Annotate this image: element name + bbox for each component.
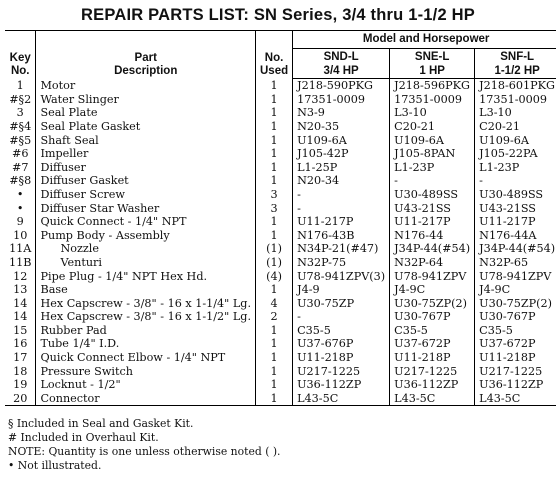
- snf-part-cell: 17351-0009: [479, 92, 547, 106]
- qty-used-cell: 1: [256, 215, 293, 229]
- snf-part-cell: J218-601PKG: [479, 79, 555, 93]
- sne-part-cell: U37-672P: [390, 337, 475, 351]
- table-row: [5, 365, 556, 379]
- footnotes: [8, 417, 281, 473]
- no-used-header: No. Used: [256, 31, 293, 79]
- part-description-cell: Rubber Pad: [36, 324, 256, 338]
- snf-part-cell: U30-489SS: [479, 187, 544, 201]
- snd-part-cell: U11-218P: [293, 351, 390, 365]
- snd-part-cell: L1-25P: [293, 161, 390, 175]
- snd-part-cell: -: [293, 310, 390, 324]
- sne-part-cell: C35-5: [390, 324, 475, 338]
- snf-part-cell: N32P-65: [479, 255, 529, 269]
- footnote-quantity: NOTE: Quantity is one unless otherwise noted ( ).: [8, 445, 281, 458]
- sne-part-cell: L3-10: [390, 106, 475, 120]
- key-no-cell: 19: [5, 378, 36, 392]
- table-row: [5, 147, 556, 161]
- qty-used-cell: 1: [256, 134, 293, 148]
- table-row: [5, 229, 556, 243]
- snf-part-cell: U217-1225: [479, 364, 543, 378]
- snd-part-cell: U78-941ZPV(3): [293, 270, 390, 284]
- key-no-cell: #§2: [5, 93, 36, 107]
- key-no-cell: 15: [5, 324, 36, 338]
- key-no-cell: 20: [5, 392, 36, 406]
- key-no-cell: 1: [5, 79, 36, 93]
- snd-part-cell: N32P-75: [293, 256, 390, 270]
- snd-part-cell: N34P-21(#47): [293, 242, 390, 256]
- qty-used-cell: 1: [256, 147, 293, 161]
- part-description-cell: Diffuser Gasket: [36, 174, 256, 188]
- key-no-cell: 3: [5, 106, 36, 120]
- qty-used-cell: 4: [256, 297, 293, 311]
- key-no-header: Key No.: [5, 31, 36, 79]
- key-no-cell: 9: [5, 215, 36, 229]
- qty-used-cell: 1: [256, 324, 293, 338]
- key-no-cell: 14: [5, 310, 36, 324]
- part-description-cell: Seal Plate Gasket: [36, 120, 256, 134]
- part-description-cell: Quick Connect - 1/4" NPT: [36, 215, 256, 229]
- sne-part-cell: U30-75ZP(2): [390, 297, 475, 311]
- footnote-seal-kit: § Included in Seal and Gasket Kit.: [8, 417, 194, 430]
- snd-part-cell: U36-112ZP: [293, 378, 390, 392]
- sne-part-cell: N176-44: [390, 229, 475, 243]
- sne-part-cell: J34P-44(#54): [390, 242, 475, 256]
- qty-used-cell: 3: [256, 202, 293, 216]
- footnote-overhaul-kit: # Included in Overhaul Kit.: [8, 431, 159, 444]
- part-description-cell: Venturi: [36, 256, 256, 270]
- snf-part-cell: U30-767P: [479, 310, 536, 324]
- snf-part-cell: C35-5: [479, 323, 513, 337]
- part-description-cell: Water Slinger: [36, 93, 256, 107]
- page-title: REPAIR PARTS LIST: SN Series, 3/4 thru 1-1/2 HP: [81, 6, 475, 24]
- qty-used-cell: 1: [256, 174, 293, 188]
- sne-part-cell: 17351-0009: [390, 93, 475, 107]
- part-description-header: Part Description: [36, 31, 256, 79]
- qty-used-cell: 1: [256, 79, 293, 93]
- key-no-cell: 10: [5, 229, 36, 243]
- table-row: [5, 188, 556, 202]
- part-description-cell: Hex Capscrew - 3/8" - 16 x 1-1/2" Lg.: [36, 310, 256, 324]
- snd-part-cell: N20-34: [293, 174, 390, 188]
- key-no-cell: •: [5, 188, 36, 202]
- key-no-cell: 11A: [5, 242, 36, 256]
- part-description-cell: Connector: [36, 392, 256, 406]
- sne-part-cell: U36-112ZP: [390, 378, 475, 392]
- sne-part-cell: U30-767P: [390, 310, 475, 324]
- snf-part-cell: C20-21: [479, 119, 520, 133]
- snf-part-cell: U11-218P: [479, 351, 536, 365]
- snf-part-cell: U109-6A: [479, 133, 529, 147]
- snf-part-cell: U30-75ZP(2): [479, 296, 552, 310]
- table-row: [5, 106, 556, 120]
- snf-part-cell: L1-23P: [479, 160, 520, 174]
- table-row: [5, 215, 556, 229]
- sne-part-cell: U78-941ZPV: [390, 270, 475, 284]
- sne-part-cell: U43-21SS: [390, 202, 475, 216]
- key-no-cell: 14: [5, 297, 36, 311]
- snd-part-cell: -: [293, 202, 390, 216]
- parts-table-body: [5, 79, 556, 406]
- key-no-cell: 16: [5, 337, 36, 351]
- part-description-cell: Motor: [36, 79, 256, 93]
- snd-part-cell: U37-676P: [293, 337, 390, 351]
- part-description-cell: Pressure Switch: [36, 365, 256, 379]
- key-no-cell: 11B: [5, 256, 36, 270]
- model-name-snd: SND-L: [293, 49, 390, 65]
- part-description-cell: Hex Capscrew - 3/8" - 16 x 1-1/4" Lg.: [36, 297, 256, 311]
- snf-part-cell: L3-10: [479, 106, 512, 120]
- key-no-cell: #§8: [5, 174, 36, 188]
- key-no-cell: 13: [5, 283, 36, 297]
- model-hp-sne: 1 HP: [390, 65, 475, 79]
- snf-part-cell: J4-9C: [479, 283, 511, 297]
- sne-part-cell: L1-23P: [390, 161, 475, 175]
- sne-part-cell: J218-596PKG: [390, 79, 475, 93]
- table-row: [5, 202, 556, 216]
- key-no-cell: #7: [5, 161, 36, 175]
- table-row: [5, 93, 556, 107]
- part-description-cell: Locknut - 1/2": [36, 378, 256, 392]
- qty-used-cell: 1: [256, 120, 293, 134]
- sne-part-cell: U30-489SS: [390, 188, 475, 202]
- qty-used-cell: 1: [256, 392, 293, 406]
- snf-part-cell: J34P-44(#54): [479, 242, 556, 256]
- part-description-cell: Quick Connect Elbow - 1/4" NPT: [36, 351, 256, 365]
- table-row: [5, 351, 556, 365]
- part-description-cell: Tube 1/4" I.D.: [36, 337, 256, 351]
- snd-part-cell: -: [293, 188, 390, 202]
- snd-part-cell: J105-42P: [293, 147, 390, 161]
- part-description-cell: Base: [36, 283, 256, 297]
- key-no-cell: 18: [5, 365, 36, 379]
- qty-used-cell: 3: [256, 188, 293, 202]
- part-description-cell: Shaft Seal: [36, 134, 256, 148]
- table-row: [5, 242, 556, 256]
- part-description-cell: Pump Body - Assembly: [36, 229, 256, 243]
- model-horsepower-header: Model and Horsepower: [293, 31, 556, 49]
- table-row: [5, 378, 556, 392]
- footnote-not-illustrated: • Not illustrated.: [8, 459, 102, 472]
- repair-parts-table: [5, 30, 556, 406]
- table-row: [5, 134, 556, 148]
- qty-used-cell: 2: [256, 310, 293, 324]
- table-row: [5, 392, 556, 406]
- key-no-cell: #6: [5, 147, 36, 161]
- model-name-sne: SNE-L: [390, 49, 475, 65]
- key-no-cell: •: [5, 202, 36, 216]
- qty-used-cell: 1: [256, 351, 293, 365]
- model-hp-snd: 3/4 HP: [293, 65, 390, 79]
- key-no-cell: 17: [5, 351, 36, 365]
- part-description-cell: Pipe Plug - 1/4" NPT Hex Hd.: [36, 270, 256, 284]
- sne-part-cell: -: [390, 174, 475, 188]
- qty-used-cell: 1: [256, 378, 293, 392]
- snf-part-cell: U36-112ZP: [479, 378, 544, 392]
- sne-part-cell: J105-8PAN: [390, 147, 475, 161]
- snd-part-cell: J4-9: [293, 283, 390, 297]
- sne-part-cell: J4-9C: [390, 283, 475, 297]
- snf-part-cell: U37-672P: [479, 337, 536, 351]
- table-row: [5, 161, 556, 175]
- qty-used-cell: (4): [256, 270, 293, 284]
- snd-part-cell: U30-75ZP: [293, 297, 390, 311]
- snd-part-cell: U11-217P: [293, 215, 390, 229]
- sne-part-cell: U109-6A: [390, 134, 475, 148]
- sne-part-cell: U11-217P: [390, 215, 475, 229]
- snd-part-cell: N3-9: [293, 106, 390, 120]
- snf-part-cell: U78-941ZPV: [479, 269, 552, 283]
- part-description-cell: Seal Plate: [36, 106, 256, 120]
- snd-part-cell: N176-43B: [293, 229, 390, 243]
- table-row: [5, 297, 556, 311]
- key-no-cell: #§5: [5, 134, 36, 148]
- sne-part-cell: U217-1225: [390, 365, 475, 379]
- snd-part-cell: J218-590PKG: [293, 79, 390, 93]
- qty-used-cell: 1: [256, 337, 293, 351]
- qty-used-cell: (1): [256, 242, 293, 256]
- sne-part-cell: C20-21: [390, 120, 475, 134]
- table-row: [5, 283, 556, 297]
- model-name-snf: SNF-L: [500, 51, 535, 63]
- snd-part-cell: 17351-0009: [293, 93, 390, 107]
- table-row: [5, 324, 556, 338]
- snf-part-cell: U43-21SS: [479, 201, 536, 215]
- table-row: [5, 174, 556, 188]
- snf-part-cell: N176-44A: [479, 228, 537, 242]
- qty-used-cell: 1: [256, 93, 293, 107]
- qty-used-cell: 1: [256, 229, 293, 243]
- key-no-cell: 12: [5, 270, 36, 284]
- part-description-cell: Diffuser: [36, 161, 256, 175]
- part-description-cell: Nozzle: [36, 242, 256, 256]
- part-description-cell: Impeller: [36, 147, 256, 161]
- qty-used-cell: (1): [256, 256, 293, 270]
- qty-used-cell: 1: [256, 161, 293, 175]
- key-no-cell: #§4: [5, 120, 36, 134]
- part-description-cell: Diffuser Star Washer: [36, 202, 256, 216]
- snd-part-cell: N20-35: [293, 120, 390, 134]
- snf-part-cell: U11-217P: [479, 215, 536, 229]
- sne-part-cell: U11-218P: [390, 351, 475, 365]
- table-row: [5, 120, 556, 134]
- snf-part-cell: L43-5C: [475, 392, 556, 406]
- snf-part-cell: J105-22PA: [479, 147, 538, 161]
- table-row: [5, 79, 556, 93]
- qty-used-cell: 1: [256, 283, 293, 297]
- snf-part-cell: -: [479, 174, 483, 188]
- table-row: [5, 337, 556, 351]
- sne-part-cell: L43-5C: [390, 392, 475, 406]
- qty-used-cell: 1: [256, 106, 293, 120]
- snd-part-cell: U109-6A: [293, 134, 390, 148]
- snd-part-cell: C35-5: [293, 324, 390, 338]
- table-row: [5, 256, 556, 270]
- sne-part-cell: N32P-64: [390, 256, 475, 270]
- snd-part-cell: U217-1225: [293, 365, 390, 379]
- qty-used-cell: 1: [256, 365, 293, 379]
- model-hp-snf: 1-1/2 HP: [475, 65, 556, 79]
- table-row: [5, 270, 556, 284]
- snd-part-cell: L43-5C: [293, 392, 390, 406]
- table-row: [5, 310, 556, 324]
- part-description-cell: Diffuser Screw: [36, 188, 256, 202]
